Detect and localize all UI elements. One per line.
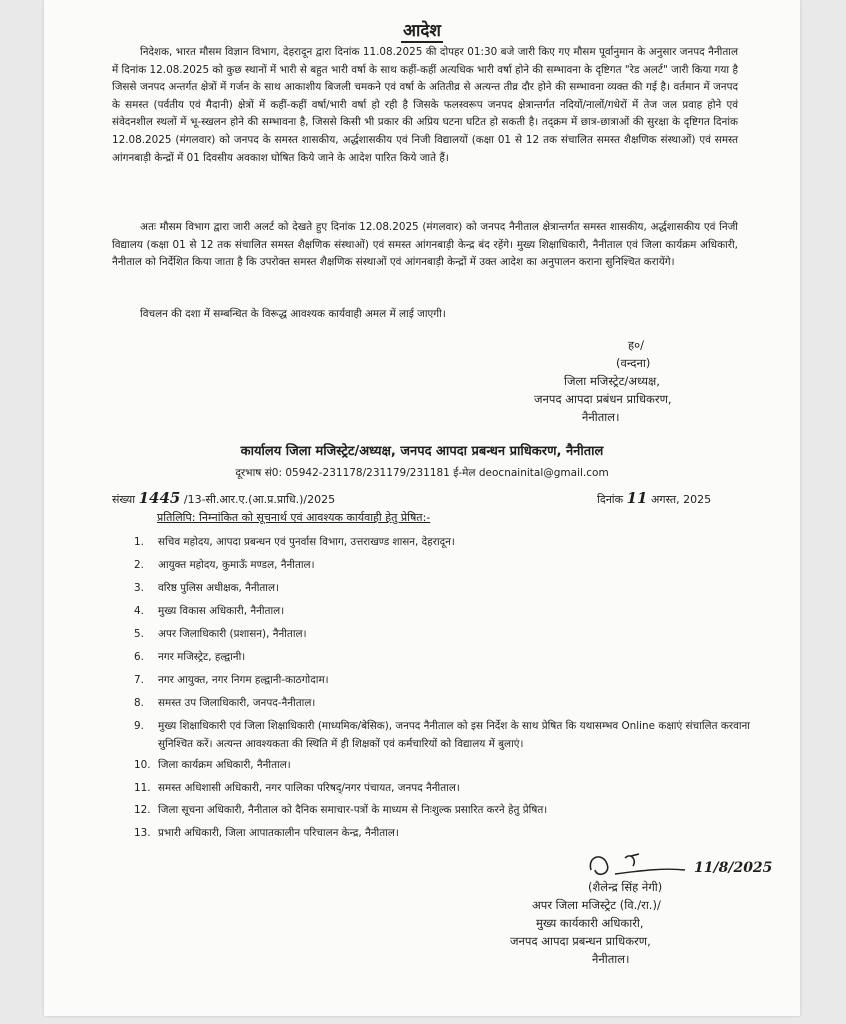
paragraph-3-text: विचलन की दशा में सम्बन्धित के विरूद्ध आवश्यक कार्यवाही अमल में लाई जाएगी। [140,308,446,320]
copy-recipient-item [134,757,750,775]
reference-date-suffix: अगस्त, 2025 [650,493,712,506]
order-paragraph-3 [112,306,738,324]
copy-recipient-text: जिला कार्यक्रम अधिकारी, नैनीताल। [158,759,291,771]
copy-intro-text: प्रतिलिपि: निम्नांकित को सूचनार्थ एवं आवश्यक कार्यवाही हेतु प्रेषित:- [157,511,431,524]
copy-recipient-text: वरिष्ठ पुलिस अधीक्षक, नैनीताल। [158,582,279,594]
order-paragraph-2 [112,219,738,272]
document-page [44,0,800,1016]
copy-recipient-text: मुख्य शिक्षाधिकारी एवं जिला शिक्षाधिकारी (माध्यमिक/बेसिक), जनपद नैनीताल को इस निर्देश के साथ प्रेषित कि यथासम्भव Online कक्षाएं संचालित करवाना सुनिश्चित करें। अत्यन्त आवश्यकता की स्थिति में ही शिक्षकों एवं कर्मचारियों को विद्यालय में बुलाएं। [158,720,750,750]
copy-recipient-text: प्रभारी अधिकारी, जिला आपातकालीन परिचालन केन्द्र, नैनीताल। [158,826,399,839]
copy-recipient-item [134,534,750,552]
copy-recipient-number: 9. [134,720,144,732]
copy-recipient-number: 5. [134,628,144,640]
copy-recipient-item [134,603,750,621]
copy-recipient-item [134,626,750,644]
copy-recipient-item [134,718,750,753]
copy-recipient-text: आयुक्त महोदय, कुमाऊँ मण्डल, नैनीताल। [158,559,315,571]
copy-recipient-text: जिला सूचना अधिकारी, नैनीताल को दैनिक समाचार-पत्रों के माध्यम से निःशुल्क प्रसारित करने हेतु प्रेषित। [158,804,548,816]
signature-block-adm [510,878,772,968]
signatory-name: (वन्दना) [616,356,651,370]
reference-number-handwritten: 1445 [138,489,181,507]
copy-recipient-text: नगर आयुक्त, नगर निगम हल्द्वानी-काठगोदाम। [158,674,329,686]
office-contact: दूरभाष सं0: 05942-231178/231179/231181 ई-मेल deocnainital@gmail.com [235,467,609,479]
copy-recipient-number: 6. [134,651,144,663]
adm-designation-1: अपर जिला मजिस्ट्रेट (वि./रा.)/ [532,898,661,912]
copy-recipient-number: 8. [134,697,144,709]
office-heading: कार्यालय जिला मजिस्ट्रेट/अध्यक्ष, जनपद आपदा प्रबन्धन प्राधिकरण, नैनीताल [240,444,604,459]
copy-recipients-list [134,534,750,847]
copy-recipient-text: समस्त उप जिलाधिकारी, जनपद-नैनीताल। [158,697,316,709]
copy-recipient-item [134,672,750,690]
copy-recipient-item [134,557,750,575]
reference-suffix: /13-सी.आर.ए.(आ.प्र.प्राधि.)/2025 [183,493,336,506]
paragraph-2-text: अतः मौसम विभाग द्वारा जारी अलर्ट को देखते हुए दिनांक 12.08.2025 (मंगलवार) को जनपद नैनीताल क्षेत्रान्तर्गत समस्त शासकीय, अर्द्धशासकीय एवं निजी विद्यालय (कक्षा 01 से 12 तक संचालित समस्त शैक्षणिक संस्थाओं) एवं समस्त आंगनबाड़ी केन्द्र बंद रहेंगे। मुख्य शिक्षाधिकारी, नैनीताल एवं जिला कार्यक्रम अधिकारी, नैनीताल को निर्देशित किया जाता है कि उपरोक्त समस्त शैक्षणिक संस्थाओं एवं आंगनबाड़ी केन्द्रों में उक्त आदेश का अनुपालन कराना सुनिश्चित करायेंगे। [112,221,738,269]
copy-recipient-item [134,825,750,843]
copy-recipient-number: 1. [134,536,144,548]
order-title [44,18,800,41]
handwritten-signature-date: 11/8/2025 [694,860,773,876]
adm-place: नैनीताल। [592,952,630,966]
reference-date [597,489,711,507]
copy-recipient-text: मुख्य विकास अधिकारी, नैनीताल। [158,605,285,617]
signed-mark: ह०/ [628,338,644,352]
copy-recipient-number: 4. [134,605,144,617]
reference-date-handwritten: 11 [626,489,648,507]
copy-recipient-text: सचिव महोदय, आपदा प्रबन्धन एवं पुनर्वास विभाग, उत्तराखण्ड शासन, देहरादून। [158,536,455,548]
adm-name: (शैलेन्द्र सिंह नेगी) [588,880,663,894]
copy-recipient-text: नगर मजिस्ट्रेट, हल्द्वानी। [158,651,246,663]
copy-recipient-number: 10. [134,759,151,771]
copy-recipient-item [134,695,750,713]
copy-recipient-item [134,780,750,798]
signature-block-dm [534,336,784,426]
copy-recipient-number: 13. [134,826,151,839]
copy-recipient-text: समस्त अधिशासी अधिकारी, नगर पालिका परिषद्/नगर पंचायत, जनपद नैनीताल। [158,781,460,794]
signatory-authority: जनपद आपदा प्रबंधन प्राधिकरण, [534,392,672,406]
copy-recipient-number: 11. [134,781,151,794]
copy-intro [157,510,430,525]
copy-recipient-text: अपर जिलाधिकारी (प्रशासन), नैनीताल। [158,628,307,640]
signatory-designation: जिला मजिस्ट्रेट/अध्यक्ष, [564,374,660,388]
copy-recipient-item [134,580,750,598]
copy-recipient-item [134,802,750,820]
order-paragraph-1 [112,44,738,167]
paragraph-1-text: निदेशक, भारत मौसम विज्ञान विभाग, देहरादून द्वारा दिनांक 11.08.2025 की दोपहर 01:30 बजे जारी किए गए मौसम पूर्वानुमान के अनुसार जनपद नैनीताल में दिनांक 12.08.2025 को कुछ स्थानों में भारी से बहुत भारी वर्षा के साथ कहीं-कहीं अत्यधिक भारी वर्षा होने की सम्भावना के दृष्टिगत "रेड अलर्ट" जारी किया गया है जिससे जनपद अन्तर्गत क्षेत्रों में गर्जन के साथ आकाशीय बिजली चमकने एवं वर्षा के अतितीव्र से अत्यन्त तीव्र दौर होने की सम्भावना व्यक्त की गई है। वर्तमान में जनपद के समस्त (पर्वतीय एवं मैदानी) क्षेत्रों में कहीं-कहीं वर्षा/भारी वर्षा हो रही है जिसके फलस्वरूप जनपद क्षेत्रान्तर्गत नदियों/नालों/गधेरों में तेज जल प्रवाह होने एवं संवेदनशील स्थलों में भू-स्खलन होने की सम्भावना है, जिससे किसी भी प्रकार की अप्रिय घटना घटित हो सकती है। तद्क्रम में छात्र-छात्राओं की सुरक्षा के दृष्टिगत दिनांक 12.08.2025 (मंगलवार) को जनपद के समस्त शासकीय, अर्द्धशासकीय एवं निजी विद्यालयों (कक्षा 01 से 12 तक संचालित समस्त शैक्षणिक संस्थाओं) एवं समस्त आंगनबाड़ी केन्द्रों में 01 दिवसीय अवकाश घोषित किये जाने के आदेश पारित किये जाते हैं। [112,46,738,164]
copy-recipient-item [134,649,750,667]
copy-recipient-number: 12. [134,804,151,816]
adm-designation-3: जनपद आपदा प्रबन्धन प्राधिकरण, [510,934,651,948]
copy-recipient-number: 3. [134,582,144,594]
signatory-place: नैनीताल। [582,410,620,424]
adm-designation-2: मुख्य कार्यकारी अधिकारी, [536,916,644,930]
reference-date-prefix: दिनांक [597,493,624,506]
copy-recipient-number: 2. [134,559,144,571]
reference-number [112,489,335,507]
reference-prefix: संख्या [112,493,136,506]
copy-recipient-number: 7. [134,674,144,686]
order-title-text: आदेश [403,21,441,41]
